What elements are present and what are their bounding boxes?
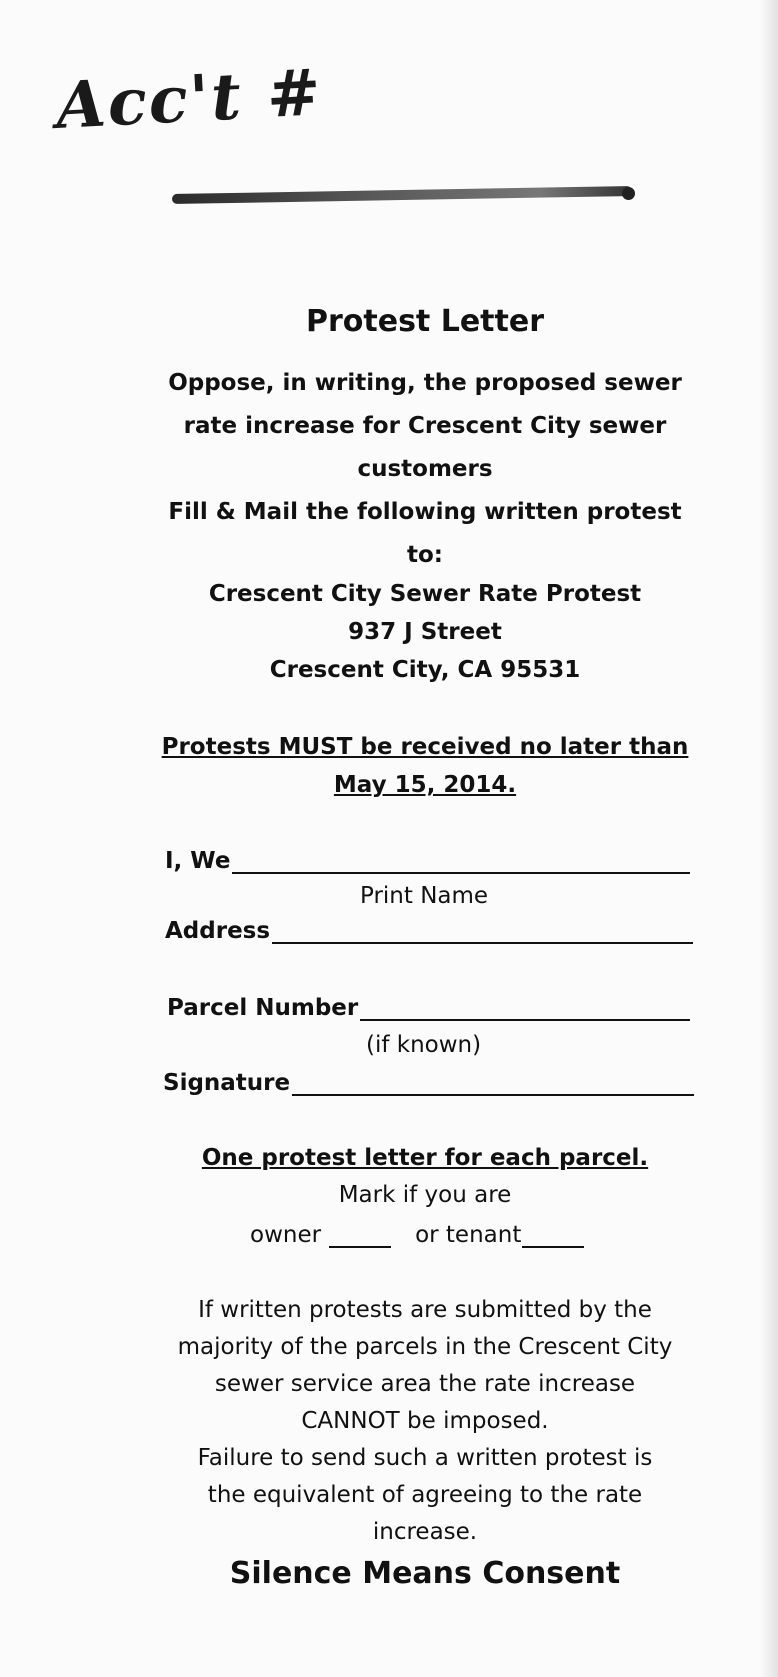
one-letter-per-parcel-note: One protest letter for each parcel. [201, 1145, 649, 1171]
intro-line: Fill & Mail the following written protest [168, 499, 682, 525]
signature-blank-line[interactable] [292, 1072, 694, 1096]
owner-label: owner [250, 1222, 322, 1248]
deadline-notice [150, 728, 700, 804]
parcel-blank-line[interactable] [360, 997, 690, 1021]
ownership-marks [250, 1222, 590, 1248]
address-blank-line[interactable] [272, 920, 693, 944]
handwritten-account-note: Acc't # [54, 55, 325, 144]
name-field-row [165, 848, 690, 874]
address-field-row [165, 918, 693, 944]
address-line: 937 J Street [348, 619, 502, 645]
footer-line: sewer service area the rate increase [214, 1371, 636, 1397]
scan-edge-shadow [760, 0, 778, 1677]
slogan: Silence Means Consent [229, 1556, 621, 1591]
mark-prompt: Mark if you are [338, 1182, 512, 1208]
parcel-hint: (if known) [366, 1032, 482, 1058]
footer-line: Failure to send such a written protest is [197, 1445, 653, 1471]
intro-line: Oppose, in writing, the proposed sewer [168, 370, 682, 396]
parcel-label: Parcel Number [167, 995, 359, 1021]
mailing-address [150, 575, 700, 689]
address-line: Crescent City Sewer Rate Protest [208, 581, 642, 607]
intro-text [150, 362, 700, 577]
address-line: Crescent City, CA 95531 [269, 657, 581, 683]
footer-line: increase. [372, 1519, 478, 1545]
footer-line: If written protests are submitted by the [198, 1297, 652, 1323]
intro-line: customers [357, 456, 493, 482]
owner-blank-line[interactable] [329, 1226, 391, 1248]
deadline-line: Protests MUST be received no later than [161, 734, 689, 760]
tenant-blank-line[interactable] [522, 1226, 584, 1248]
deadline-line: May 15, 2014. [333, 772, 517, 798]
name-hint: Print Name [360, 883, 489, 909]
address-label: Address [165, 918, 271, 944]
footer-line: majority of the parcels in the Crescent City [177, 1334, 673, 1360]
marker-dot [622, 187, 635, 200]
parcel-field-row [167, 995, 690, 1021]
footer-line: CANNOT be imposed. [301, 1408, 549, 1434]
signature-label: Signature [163, 1070, 291, 1096]
letter-title: Protest Letter [305, 304, 544, 339]
tenant-label: or tenant [415, 1222, 522, 1248]
name-label: I, We [165, 848, 231, 874]
intro-line: to: [407, 542, 443, 568]
signature-field-row [163, 1070, 694, 1096]
name-blank-line[interactable] [232, 850, 690, 874]
footer-line: the equivalent of agreeing to the rate [207, 1482, 643, 1508]
intro-line: rate increase for Crescent City sewer [183, 413, 667, 439]
footer-explanation [150, 1292, 700, 1551]
handwritten-marker-line [172, 186, 632, 204]
